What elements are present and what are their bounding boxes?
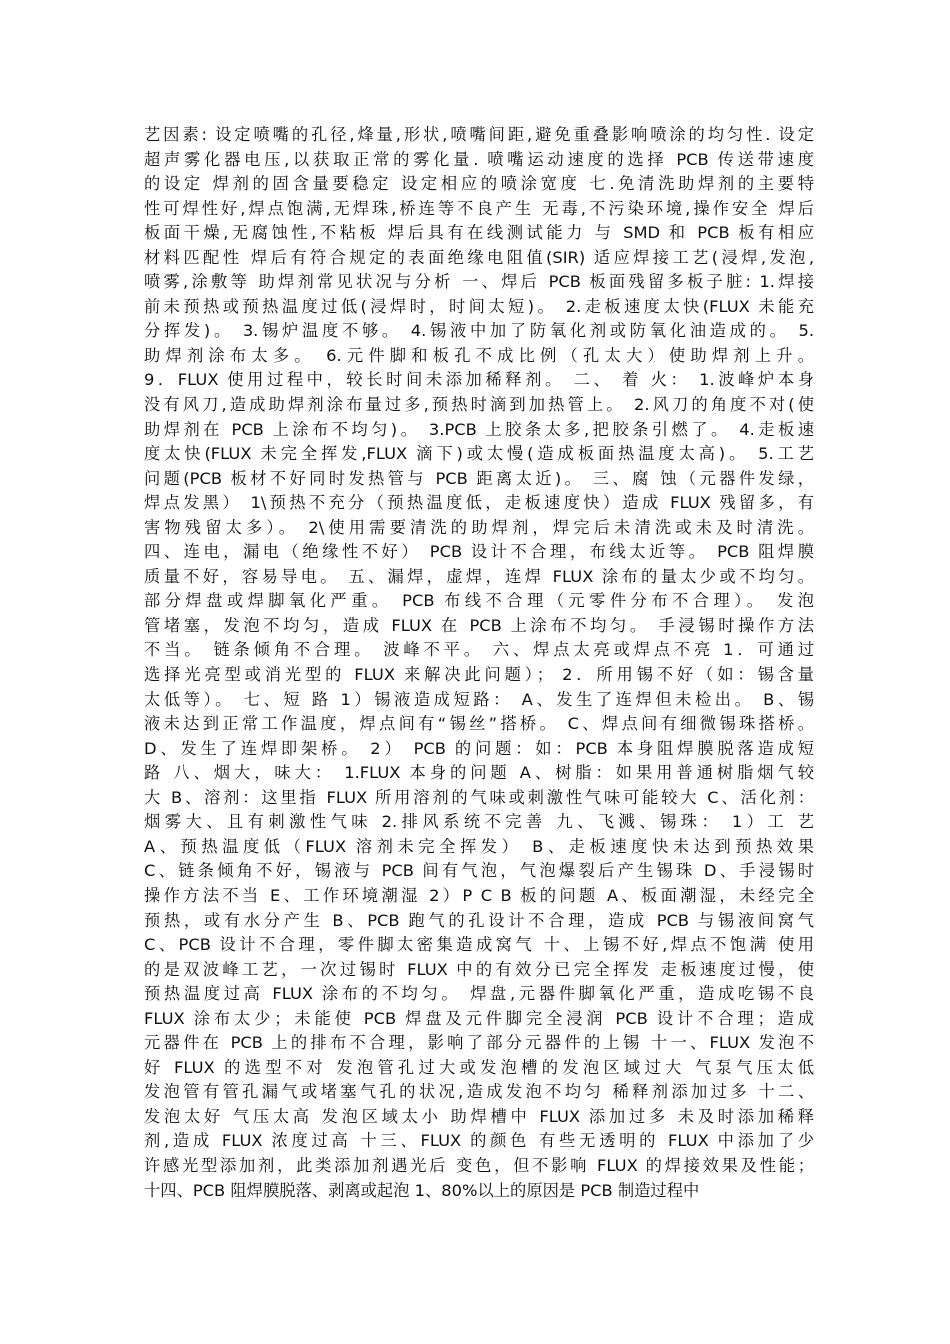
text-line: 前未预热或预热温度过低(浸焊时，时间太短)。 2.走板速度太快(FLUX 未能充 [144,296,814,316]
text-line: 的是双波峰工艺，一次过锡时 FLUX 中的有效分已完全挥发 走板速度过慢，使 [144,959,814,979]
text-line: 四、连电，漏电（绝缘性不好） PCB 设计不合理，布线太近等。 PCB 阻焊膜 [144,542,814,562]
text-line: 太低等）。 七、短 路 1）锡液造成短路： A、发生了连焊但未检出。 B、锡 [144,689,814,709]
text-line: 害物残留太多）。 2\使用需要清洗的助焊剂，焊完后未清洗或未及时清洗。 [144,517,814,537]
body-text [144,123,814,1203]
text-line: D、发生了连焊即架桥。 2） PCB 的问题：如：PCB 本身阻焊膜脱落造成短 [144,738,814,758]
text-line: 元器件在 PCB 上的排布不合理，影响了部分元器件的上锡 十一、FLUX 发泡不 [144,1033,814,1053]
text-line: 超声雾化器电压,以获取正常的雾化量. 喷嘴运动速度的选择 PCB 传送带速度 [144,149,814,169]
text-line: 问题(PCB 板材不好同时发热管与 PCB 距离太近)。 三、腐 蚀（元器件发绿， [144,468,814,488]
text-line: 大 B、溶剂：这里指 FLUX 所用溶剂的气味或刺激性气味可能较大 C、活化剂： [144,787,815,807]
text-line: 许感光型添加剂，此类添加剂遇光后 变色，但不影响 FLUX 的焊接效果及性能； [144,1155,814,1175]
text-line: 管堵塞，发泡不均匀，造成 FLUX 在 PCB 上涂布不均匀。 手浸锡时操作方法 [144,615,814,635]
text-line: 预热温度过高 FLUX 涂布的不均匀。 焊盘,元器件脚氧化严重，造成吃锡不良 [144,984,814,1004]
text-line: 剂,造成 FLUX 浓度过高 十三、FLUX 的颜色 有些无透明的 FLUX 中添加了少 [144,1131,814,1151]
text-line: 喷雾,涂敷等 助焊剂常见状况与分析 一、焊后 PCB 板面残留多板子脏: 1.焊接 [144,272,814,292]
text-line: 操作方法不当 E、工作环境潮湿 2）P C B 板的问题 A、板面潮湿，未经完全 [144,885,814,905]
text-line: 发泡管有管孔漏气或堵塞气孔的状况,造成发泡不均匀 稀释剂添加过多 十二、 [144,1082,814,1102]
text-line: 分挥发)。 3.锡炉温度不够。 4.锡液中加了防氧化剂或防氧化油造成的。 5. [144,321,814,341]
text-line: 质量不好，容易导电。 五、漏焊，虚焊，连焊 FLUX 涂布的量太少或不均匀。 [144,566,814,586]
text-line: FLUX 涂布太少；未能使 PCB 焊盘及元件脚完全浸润 PCB 设计不合理；造成 [144,1008,814,1028]
text-line: A、预热温度低（FLUX 溶剂未完全挥发） B、走板速度快未达到预热效果 [144,836,814,856]
text-line: 十四、PCB 阻焊膜脱落、剥离或起泡 1、80%以上的原因是 PCB 制造过程中 [144,1180,700,1200]
text-line: 不当。 链条倾角不合理。 波峰不平。 六、焊点太亮或焊点不亮 1．可通过 [144,640,814,660]
text-line: 好 FLUX 的选型不对 发泡管孔过大或发泡槽的发泡区域过大 气泵气压太低 [144,1057,814,1077]
text-line: 液未达到正常工作温度，焊点间有“锡丝”搭桥。 C、焊点间有细微锡珠搭桥。 [144,714,814,734]
text-line: 助焊剂在 PCB 上涂布不均匀)。 3.PCB 上胶条太多,把胶条引燃了。 4.走板速 [144,419,814,439]
text-line: 路 八、烟大，味大： 1.FLUX 本身的问题 A、树脂：如果用普通树脂烟气较 [144,763,814,783]
text-line: 没有风刀,造成助焊剂涂布量过多,预热时滴到加热管上。 2.风刀的角度不对(使 [144,395,814,415]
text-line: C、PCB 设计不合理，零件脚太密集造成窝气 十、上锡不好,焊点不饱满 使用 [144,935,814,955]
text-line: 助焊剂涂布太多。 6.元件脚和板孔不成比例（孔太大）使助焊剂上升。 [144,345,814,365]
text-line: 预热，或有水分产生 B、PCB 跑气的孔设计不合理，造成 PCB 与锡液间窝气 [144,910,814,930]
text-line: 的设定 焊剂的固含量要稳定 设定相应的喷涂宽度 七.免清洗助焊剂的主要特 [144,174,814,194]
text-line: C、链条倾角不好，锡液与 PCB 间有气泡，气泡爆裂后产生锡珠 D、手浸锡时 [144,861,814,881]
text-line: 度太快(FLUX 未完全挥发,FLUX 滴下)或太慢(造成板面热温度太高)。 5.工艺 [144,444,814,464]
text-line: 部分焊盘或焊脚氧化严重。 PCB 布线不合理（元零件分布不合理）。 发泡 [144,591,814,611]
text-line: 艺因素: 设定喷嘴的孔径,烽量,形状,喷嘴间距,避免重叠影响喷涂的均匀性. 设定 [144,125,814,144]
text-line: 板面干燥,无腐蚀性,不粘板 焊后具有在线测试能力 与 SMD 和 PCB 板有相应 [144,223,814,243]
text-line: 烟雾大、且有刺激性气味 2.排风系统不完善 九、飞溅、锡珠： 1）工 艺 [144,812,814,832]
text-line: 焊点发黑） 1\预热不充分（预热温度低，走板速度快）造成 FLUX 残留多，有 [144,493,814,513]
text-line: 选择光亮型或消光型的 FLUX 来解决此问题）； 2．所用锡不好（如：锡含量 [144,665,814,685]
text-line: 性可焊性好,焊点饱满,无焊珠,桥连等不良产生 无毒,不污染环境,操作安全 焊后 [144,198,814,218]
text-line: 发泡太好 气压太高 发泡区域太小 助焊槽中 FLUX 添加过多 未及时添加稀释 [144,1106,814,1126]
text-line: 材料匹配性 焊后有符合规定的表面绝缘电阻值(SIR) 适应焊接工艺(浸焊,发泡, [144,247,814,267]
text-line: 9．FLUX 使用过程中，较长时间未添加稀释剂。 二、 着 火： 1.波峰炉本身 [144,370,814,390]
